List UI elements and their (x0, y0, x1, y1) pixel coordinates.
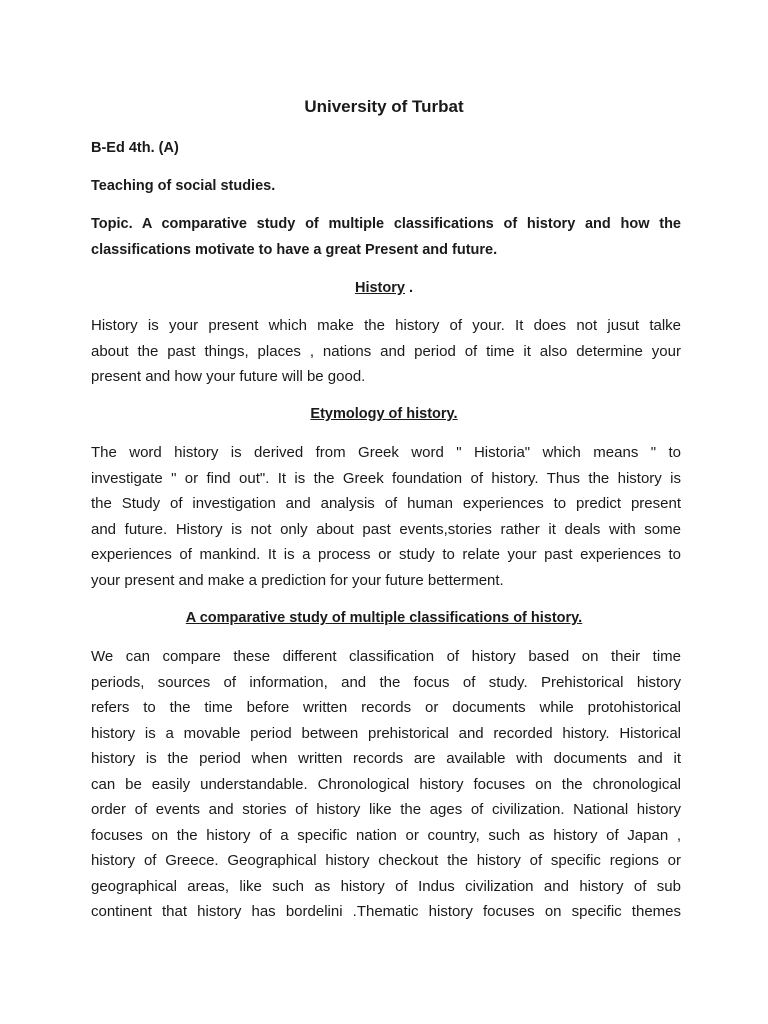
paragraph-line: and future. History is not only about past events,stories rather it deals with some (91, 520, 681, 538)
paragraph-line: history of Greece. Geographical history checkout the history of specific regions or (91, 852, 681, 869)
paragraph-line: experiences of mankind. It is a process or study to relate your past experiences to (91, 546, 681, 563)
paragraph-line: history is the period when written records are available with documents and it (91, 750, 681, 767)
paragraph-history (91, 313, 681, 390)
section-heading-text: A comparative study of multiple classifications of history. (185, 610, 583, 626)
section-heading-suffix: . (404, 280, 414, 296)
section-heading-history (0, 277, 768, 299)
paragraph-line: present and how your future will be good. (91, 368, 366, 385)
paragraph-comparative-study (91, 644, 681, 925)
paragraph-line: investigate " or find out". It is the Greek foundation of history. Thus the history is (91, 469, 681, 487)
section-heading-comparative-study (0, 607, 768, 629)
paragraph-line: your present and make a prediction for your future betterment. (91, 571, 504, 589)
paragraph-line: can be easily understandable. Chronological history focuses on the chronological (91, 775, 681, 793)
paragraph-line: refers to the time before written records or documents while protohistorical (91, 699, 681, 716)
paragraph-line: periods, sources of information, and the focus of study. Prehistorical history (91, 673, 681, 691)
section-heading-etymology (0, 403, 768, 425)
paragraph-line: history is a movable period between prehistorical and recorded history. Historical (91, 724, 681, 742)
paragraph-line: History is your present which make the history of your. It does not jusut talke (91, 317, 681, 334)
paragraph-line: focuses on the history of a specific nation or country, such as history of Japan , (91, 826, 681, 844)
subject-line: Teaching of social studies. (91, 178, 276, 194)
paragraph-line: We can compare these different classification of history based on their time (91, 648, 681, 665)
paragraph-line: continent that history has bordelini .Thematic history focuses on specific themes (91, 903, 681, 920)
paragraph-line: geographical areas, like such as history of Indus civilization and history of sub (91, 877, 681, 895)
section-heading-text: Etymology of history. (310, 406, 458, 422)
topic-line: Topic. A comparative study of multiple classifications of history and how the (91, 216, 681, 232)
topic-line: classifications motivate to have a great Present and future. (91, 241, 498, 258)
document-title: University of Turbat (304, 97, 464, 116)
section-heading-text: History (354, 280, 405, 296)
paragraph-line: The word history is derived from Greek word " Historia" which means " to (91, 444, 681, 461)
paragraph-line: the Study of investigation and analysis of human experiences to predict present (91, 495, 681, 512)
paragraph-line: order of events and stories of history like the ages of civilization. National history (91, 801, 681, 818)
class-line: B-Ed 4th. (A) (91, 140, 179, 156)
paragraph-etymology (91, 440, 681, 593)
paragraph-line: about the past things, places , nations and period of time it also determine your (91, 342, 681, 360)
topic (91, 212, 681, 263)
